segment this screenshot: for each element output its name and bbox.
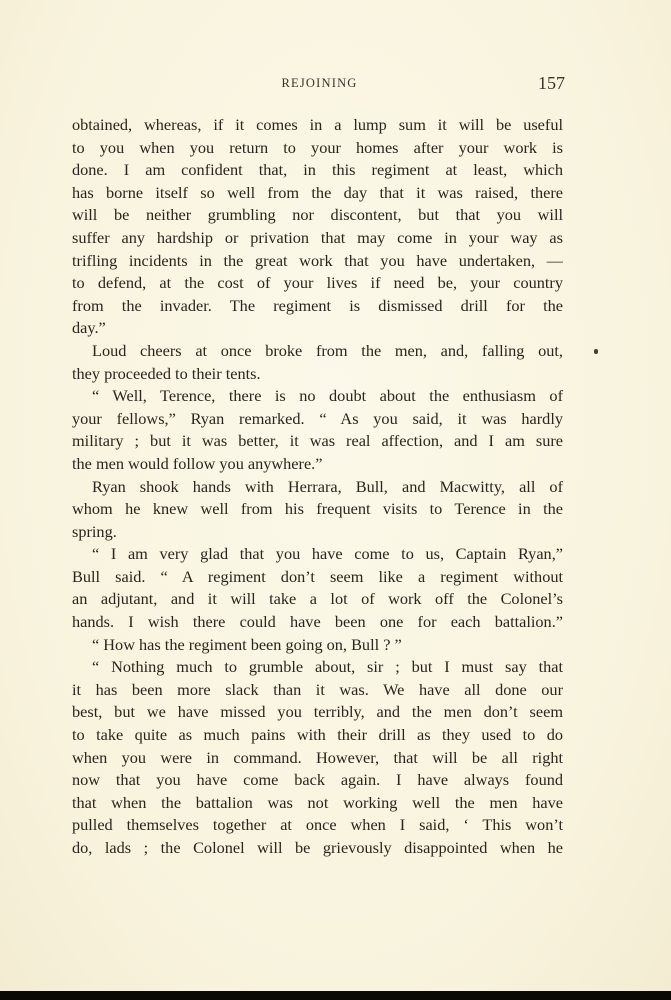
- text-line: that when the battalion was not working well the men have: [72, 792, 563, 812]
- body-text: [72, 114, 563, 860]
- text-line: done. I am confident that, in this regiment at least, which: [72, 160, 563, 180]
- text-line: “ Nothing much to grumble about, sir ; but I must say that: [92, 657, 563, 677]
- text-line: to you when you return to your homes after your work is: [72, 137, 563, 157]
- margin-ink-mark: [594, 349, 598, 354]
- text-line: spring.: [72, 521, 117, 541]
- text-line: from the invader. The regiment is dismissed drill for the: [72, 295, 563, 315]
- text-line: trifling incidents in the great work that you have undertaken, —: [72, 250, 563, 270]
- page-number: 157: [538, 73, 565, 93]
- text-line: Ryan shook hands with Herrara, Bull, and Macwitty, all of: [92, 476, 563, 496]
- text-line: military ; but it was better, it was real affection, and I am sure: [72, 431, 563, 451]
- text-line: the men would follow you anywhere.”: [72, 453, 323, 473]
- running-title: REJOINING: [281, 76, 358, 90]
- text-line: to take quite as much pains with their drill as they used to do: [72, 725, 563, 745]
- text-line: hands. I wish there could have been one for each battalion.”: [72, 612, 563, 632]
- text-line: Loud cheers at once broke from the men, and, falling out,: [92, 340, 563, 360]
- text-line: best, but we have missed you terribly, and the men don’t seem: [72, 702, 563, 722]
- text-line: your fellows,” Ryan remarked. “ As you said, it was hardly: [72, 408, 563, 428]
- text-line: will be neither grumbling nor discontent, but that you will: [72, 205, 563, 225]
- text-line: when you were in command. However, that will be all right: [72, 747, 563, 767]
- text-line: pulled themselves together at once when I said, ‘ This won’t: [72, 815, 563, 835]
- text-line: an adjutant, and it will take a lot of work off the Colonel’s: [72, 589, 563, 609]
- page-bottom-edge: [0, 991, 671, 1000]
- text-line: it has been more slack than it was. We have all done our: [72, 679, 563, 699]
- text-line: whom he knew well from his frequent visits to Terence in the: [72, 499, 563, 519]
- text-line: “ How has the regiment been going on, Bull ? ”: [92, 634, 402, 654]
- text-line: obtained, whereas, if it comes in a lump sum it will be useful: [72, 115, 563, 134]
- text-line: has borne itself so well from the day that it was raised, there: [72, 182, 563, 202]
- text-line: to defend, at the cost of your lives if need be, your country: [72, 273, 563, 293]
- text-line: day.”: [72, 318, 106, 338]
- text-line: they proceeded to their tents.: [72, 363, 261, 383]
- text-line: “ Well, Terence, there is no doubt about the enthusiasm of: [92, 386, 563, 406]
- text-line: Bull said. “ A regiment don’t seem like a regiment without: [72, 566, 563, 586]
- text-line: now that you have come back again. I have always found: [72, 770, 563, 790]
- text-line: “ I am very glad that you have come to us, Captain Ryan,”: [92, 544, 563, 564]
- text-line: suffer any hardship or privation that may come in your way as: [72, 227, 563, 247]
- running-header: [72, 73, 567, 96]
- text-line: do, lads ; the Colonel will be grievously disappointed when he: [72, 838, 563, 857]
